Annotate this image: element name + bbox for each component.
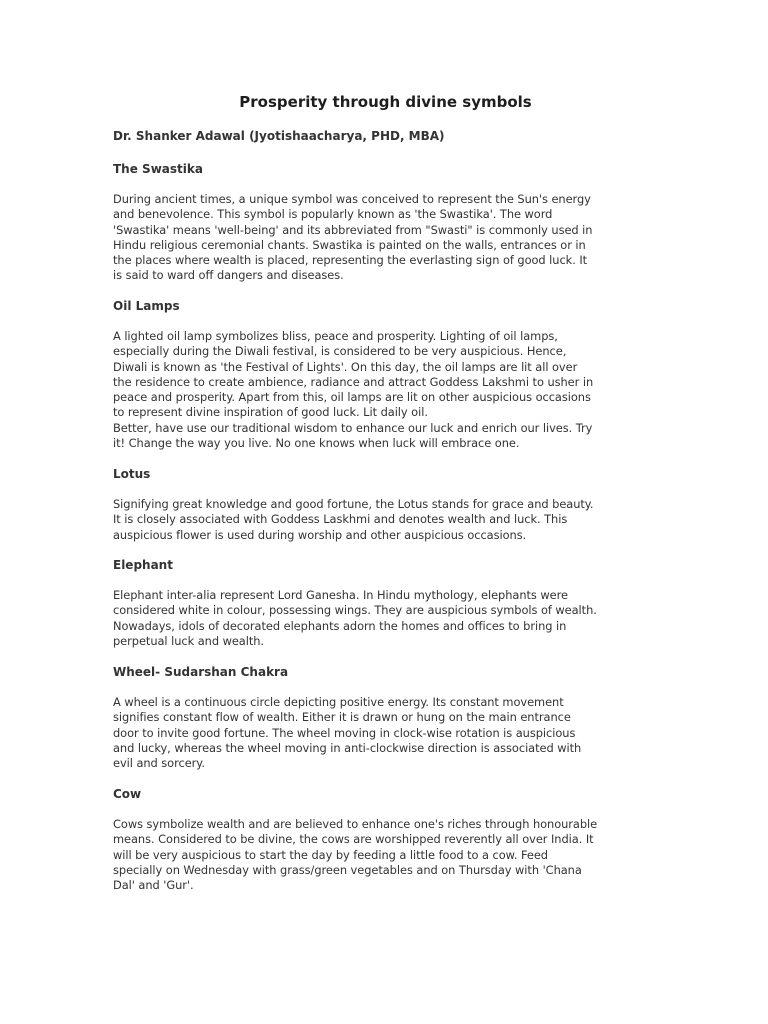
- paragraph-line: the residence to create ambience, radiance and attract Goddess Lakshmi to usher in: [113, 374, 594, 389]
- paragraph-line: the places where wealth is placed, representing the everlasting sign of good luck. It: [113, 253, 588, 268]
- section-heading: Cow: [113, 787, 142, 801]
- section-heading: Oil Lamps: [113, 299, 180, 313]
- paragraph-line: and benevolence. This symbol is popularly known as 'the Swastika'. The word: [113, 207, 553, 222]
- section-paragraph: [113, 192, 658, 284]
- paragraph-line: During ancient times, a unique symbol was conceived to represent the Sun's energy: [113, 192, 591, 206]
- section-paragraph: [113, 588, 658, 649]
- paragraph-line: means. Considered to be divine, the cows are worshipped reverently all over India. It: [113, 832, 594, 847]
- paragraph-line: is said to ward off dangers and diseases.: [113, 268, 344, 283]
- paragraph-line: to represent divine inspiration of good luck. Lit daily oil.: [113, 405, 428, 420]
- paragraph-line: A lighted oil lamp symbolizes bliss, peace and prosperity. Lighting of oil lamps,: [113, 329, 558, 343]
- paragraph-line: Hindu religious ceremonial chants. Swastika is painted on the walls, entrances or in: [113, 237, 586, 252]
- section-heading: The Swastika: [113, 162, 203, 176]
- paragraph-line: Better, have use our traditional wisdom to enhance our luck and enrich our lives. Try: [113, 420, 593, 435]
- section-heading: Wheel- Sudarshan Chakra: [113, 665, 289, 679]
- paragraph-line: Dal' and 'Gur'.: [113, 878, 194, 893]
- paragraph-line: considered white in colour, possessing wings. They are auspicious symbols of wealth.: [113, 603, 597, 618]
- section-paragraph: [113, 329, 658, 451]
- section-heading: Elephant: [113, 558, 173, 572]
- section-cow: [113, 787, 658, 893]
- paragraph-line: auspicious flower is used during worship and other auspicious occasions.: [113, 527, 527, 542]
- paragraph-line: peace and prosperity. Apart from this, oil lamps are lit on other auspicious occasions: [113, 390, 591, 405]
- paragraph-line: Nowadays, idols of decorated elephants adorn the homes and offices to bring in: [113, 618, 567, 633]
- paragraph-line: 'Swastika' means 'well-being' and its abbreviated from "Swasti" is commonly used in: [113, 222, 593, 237]
- paragraph-line: A wheel is a continuous circle depicting positive energy. Its constant movement: [113, 695, 564, 709]
- section-swastika: [113, 162, 658, 283]
- paragraph-line: signifies constant flow of wealth. Either it is drawn or hung on the main entrance: [113, 710, 571, 725]
- section-heading: Lotus: [113, 467, 151, 481]
- paragraph-line: and lucky, whereas the wheel moving in anti-clockwise direction is associated with: [113, 740, 582, 755]
- section-paragraph: [113, 497, 658, 543]
- author-line: Dr. Shanker Adawal (Jyotishaacharya, PHD, MBA): [113, 129, 445, 143]
- paragraph-line: Elephant inter-alia represent Lord Ganesha. In Hindu mythology, elephants were: [113, 588, 568, 602]
- paragraph-line: evil and sorcery.: [113, 756, 205, 771]
- page-title: Prosperity through divine symbols: [239, 93, 532, 111]
- section-oil-lamps: [113, 299, 658, 451]
- paragraph-line: perpetual luck and wealth.: [113, 633, 264, 648]
- paragraph-line: Signifying great knowledge and good fortune, the Lotus stands for grace and beauty.: [113, 497, 594, 511]
- paragraph-line: specially on Wednesday with grass/green vegetables and on Thursday with 'Chana: [113, 862, 582, 877]
- section-paragraph: [113, 695, 658, 771]
- paragraph-line: will be very auspicious to start the day by feeding a little food to a cow. Feed: [113, 847, 548, 862]
- paragraph-line: it! Change the way you live. No one knows when luck will embrace one.: [113, 436, 520, 451]
- paragraph-line: It is closely associated with Goddess Laskhmi and denotes wealth and luck. This: [113, 512, 568, 527]
- section-wheel: [113, 665, 658, 771]
- paragraph-line: especially during the Diwali festival, is considered to be very auspicious. Hence,: [113, 344, 567, 359]
- section-lotus: [113, 467, 658, 542]
- paragraph-line: Cows symbolize wealth and are believed to enhance one's riches through honourable: [113, 817, 598, 831]
- section-elephant: [113, 558, 658, 648]
- section-paragraph: [113, 817, 658, 893]
- paragraph-line: door to invite good fortune. The wheel moving in clock-wise rotation is auspicious: [113, 725, 576, 740]
- paragraph-line: Diwali is known as 'the Festival of Lights'. On this day, the oil lamps are lit all over: [113, 359, 578, 374]
